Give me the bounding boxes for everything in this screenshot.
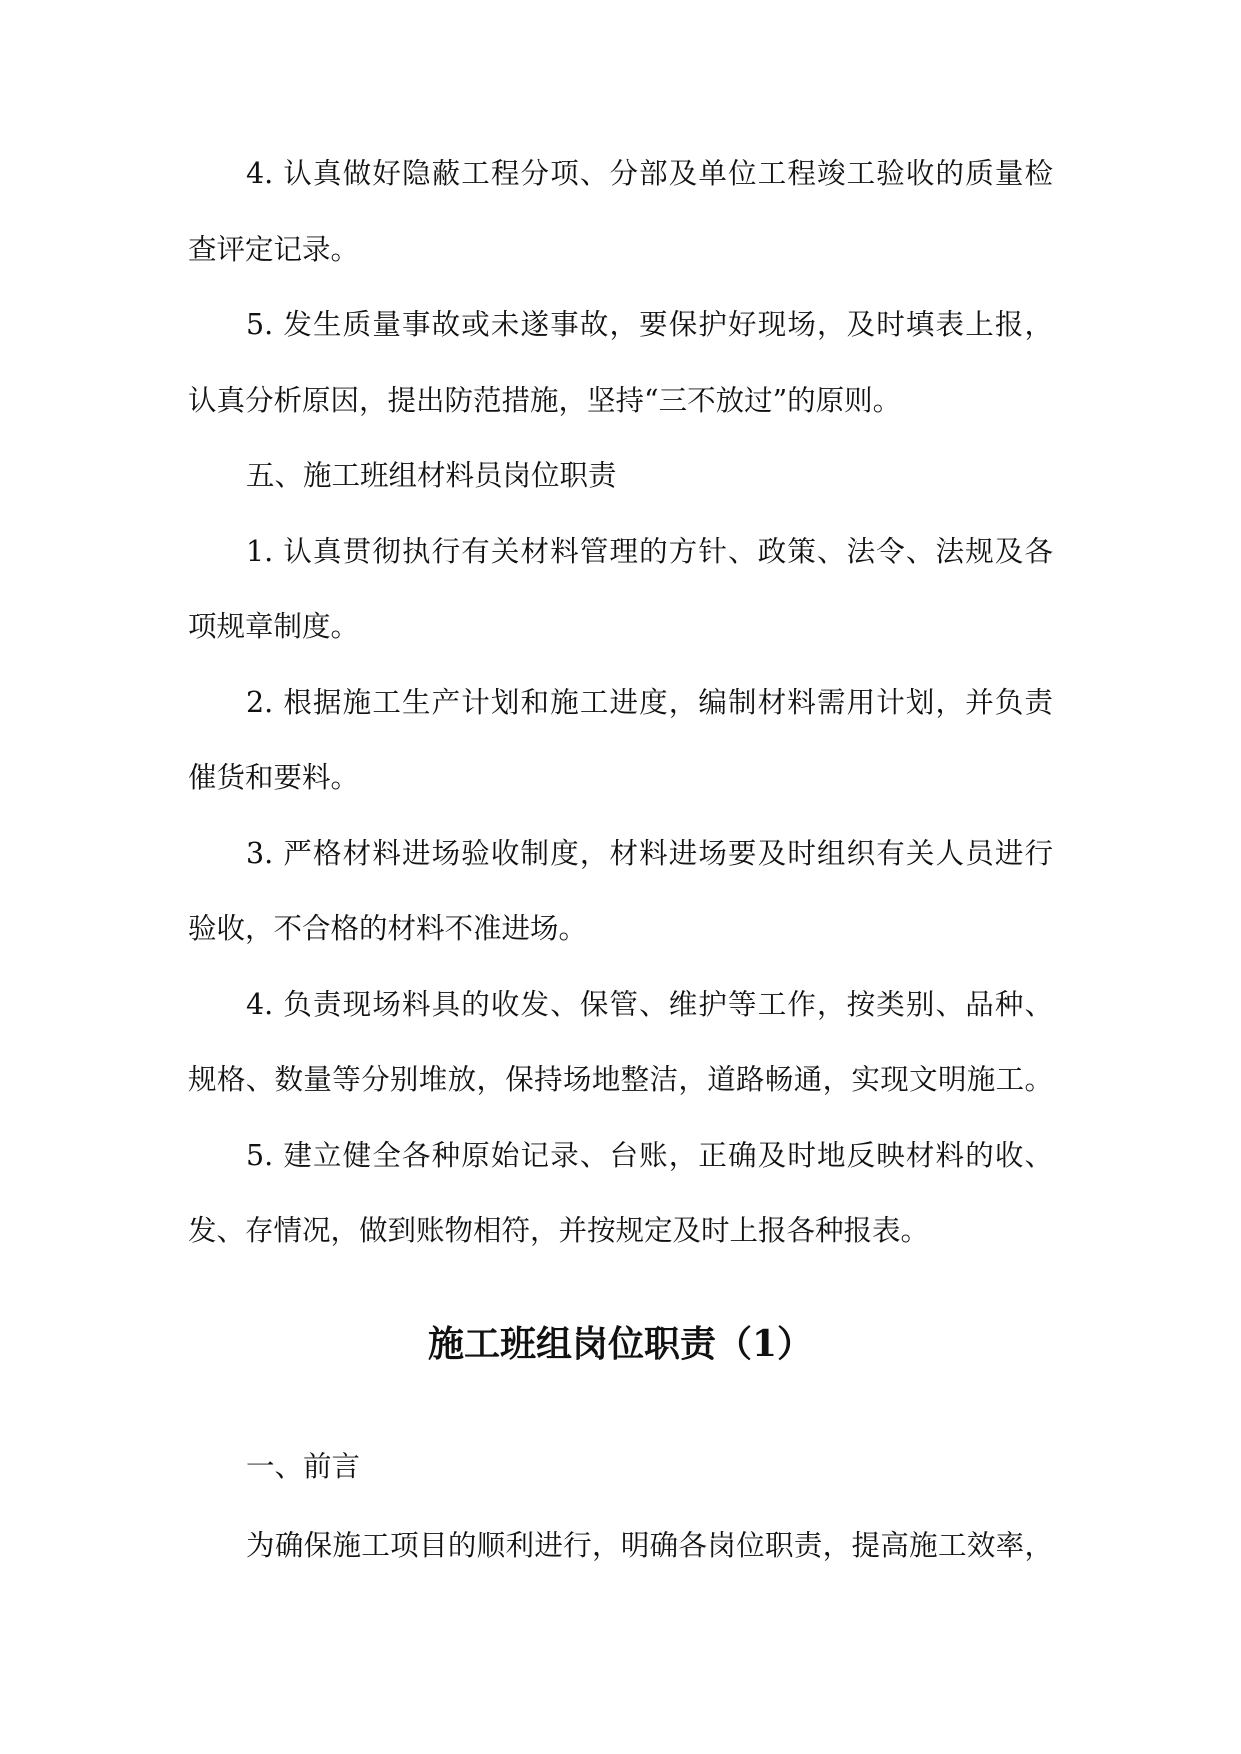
paragraph-line: 发、存情况，做到账物相符，并按规定及时上报各种报表。 <box>188 1214 930 1247</box>
paragraph-line: 项规章制度。 <box>188 610 360 643</box>
paragraph-line: 为确保施工项目的顺利进行，明确各岗位职责，提高施工效率， <box>246 1529 1053 1562</box>
paragraph-line: 查评定记录。 <box>188 233 360 266</box>
paragraph-line: 1. 认真贯彻执行有关材料管理的方针、政策、法令、法规及各 <box>246 535 1053 568</box>
paragraph-line: 4. 负责现场料具的收发、保管、维护等工作，按类别、品种、 <box>246 988 1053 1021</box>
paragraph-line: 规格、数量等分别堆放，保持场地整洁，道路畅通，实现文明施工。 <box>188 1063 1053 1096</box>
paragraph-line: 5. 建立健全各种原始记录、台账，正确及时地反映材料的收、 <box>246 1139 1053 1172</box>
paragraph-line: 验收，不合格的材料不准进场。 <box>188 912 588 945</box>
paragraph-line: 3. 严格材料进场验收制度，材料进场要及时组织有关人员进行 <box>246 837 1053 870</box>
paragraph-line: 4. 认真做好隐蔽工程分项、分部及单位工程竣工验收的质量检 <box>246 157 1053 190</box>
section-heading: 一、前言 <box>246 1450 361 1483</box>
section-heading: 五、施工班组材料员岗位职责 <box>246 459 617 492</box>
paragraph-line: 5. 发生质量事故或未遂事故，要保护好现场，及时填表上报， <box>246 308 1053 341</box>
paragraph-line: 催货和要料。 <box>188 761 360 794</box>
paragraph-line: 认真分析原因，提出防范措施，坚持“三不放过”的原则。 <box>188 384 902 417</box>
document-title: 施工班组岗位职责（1） <box>427 1323 814 1365</box>
paragraph-line: 2. 根据施工生产计划和施工进度，编制材料需用计划，并负责 <box>246 686 1053 719</box>
